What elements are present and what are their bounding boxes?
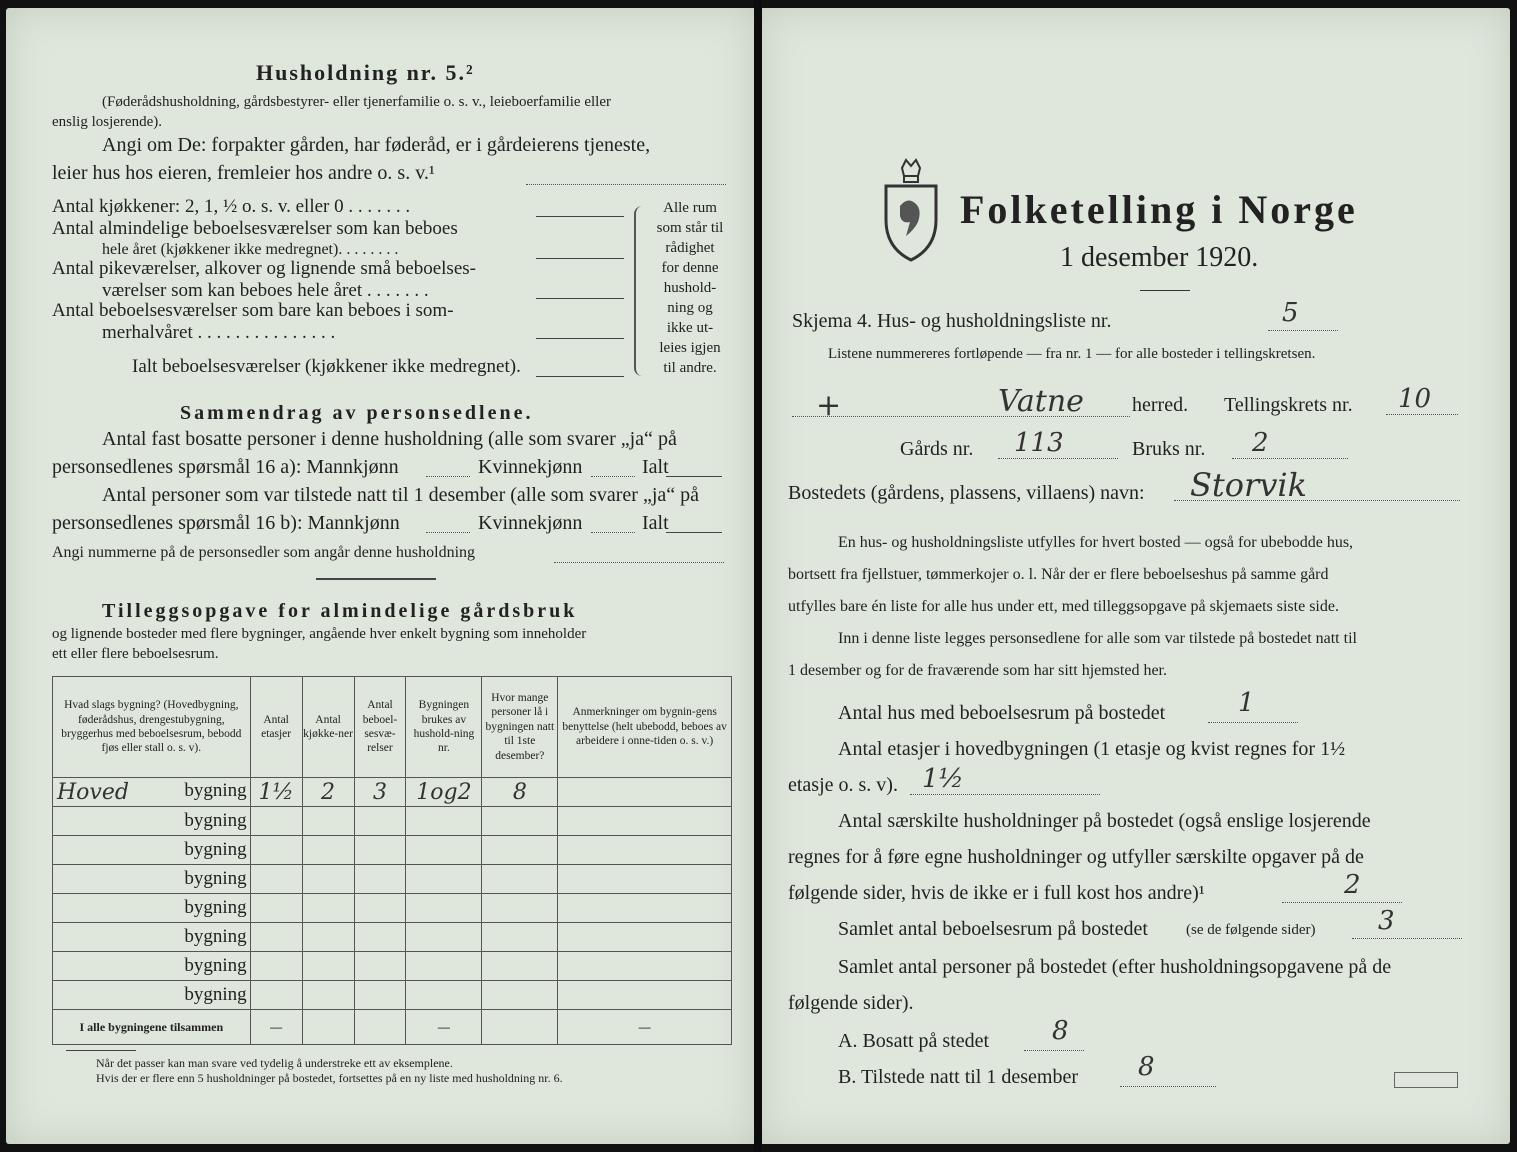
summary-title: Sammendrag av personsedlene. (180, 402, 534, 424)
header-rooms: Antal beboel-sesvæ-relser (354, 677, 406, 778)
hush-value: 2 (1344, 870, 1361, 900)
etasjer-line-2: etasje o. s. v). (788, 774, 898, 796)
herred-mark: + (816, 388, 842, 423)
rooms-summer-1: Antal beboelsesværelser som bare kan beboes i som- (52, 300, 454, 321)
hus-value: 1 (1238, 688, 1255, 718)
table-row: bygning (53, 807, 732, 836)
bosatt-value: 8 (1052, 1016, 1069, 1046)
table-row: bygning (53, 923, 732, 952)
tilstede-label: B. Tilstede natt til 1 desember (838, 1066, 1078, 1088)
cell-persons: 8 (482, 778, 558, 807)
samlet-rum-note: (se de følgende sider) (1186, 922, 1316, 938)
table-row: bygning (53, 836, 732, 865)
instructions-2a: Inn i denne liste legges personsedlene for alle som var tilstede på bostedet natt til (838, 630, 1357, 647)
rooms-ordinary-2: hele året (kjøkkener ikke medregnet). . . . . . . . (102, 241, 399, 258)
hus-label: Antal hus med beboelsesrum på bostedet (838, 702, 1166, 724)
extra-title: Tilleggsopgave for almindelige gårdsbruk (102, 600, 578, 622)
rooms-maid-1: Antal pikeværelser, alkover og lignende små beboelses- (52, 258, 476, 279)
summary-kvinne-2: Kvinnekjønn (478, 512, 583, 534)
header-floors: Antal etasjer (250, 677, 302, 778)
etasjer-line-1: Antal etasjer i hovedbygningen (1 etasje og kvist regnes for 1½ (838, 738, 1346, 760)
header-kitchens: Antal kjøkke-ner (302, 677, 354, 778)
household-note-2: enslig losjerende). (52, 114, 162, 130)
household-note-1: (Føderådshusholdning, gårdsbestyrer- eller tjenerfamilie o. s. v., leieboerfamilie eller (102, 94, 611, 110)
summary-kvinne-1: Kvinnekjønn (478, 456, 583, 478)
extra-line-2: ett eller flere beboelsesrum. (52, 646, 219, 662)
table-sum-row: I alle bygningene tilsammen — — — (53, 1010, 732, 1045)
form-title: Folketelling i Norge (960, 187, 1358, 232)
etasjer-value: 1½ (922, 764, 964, 794)
header-household: Bygningen brukes av hushold-ning nr. (406, 677, 482, 778)
table-row: bygning (53, 865, 732, 894)
gards-label: Gårds nr. (900, 438, 974, 460)
rooms-maid-2: værelser som kan beboes hele året . . . . . . . (102, 280, 429, 301)
cell-household: 1og2 (406, 778, 482, 807)
krets-label: Tellingskrets nr. (1224, 394, 1353, 416)
coat-of-arms-icon (880, 156, 942, 266)
household-title: Husholdning nr. 5.² (256, 60, 475, 85)
schema-nr: 5 (1282, 298, 1299, 328)
sum-label: I alle bygningene tilsammen (53, 1010, 251, 1045)
ask-line-1: Angi om De: forpakter gården, har føderåd, er i gårdeierens tjeneste, (102, 134, 651, 156)
samlet-rum-label: Samlet antal beboelsesrum på bostedet (838, 918, 1148, 940)
gards-nr: 113 (1014, 428, 1064, 458)
bosted-label: Bostedets (gårdens, plassens, villaens) navn: (788, 482, 1145, 504)
extra-line-1: og lignende bosteder med flere bygninger, angående hver enkelt bygning som inneholder (52, 626, 587, 642)
bosatt-label: A. Bosatt på stedet (838, 1030, 990, 1052)
header-building-type: Hvad slags bygning? (Hovedbygning, føderådshus, drengestubygning, bryggerhus med beboelsesrum, bebodd fjøs eller stall o. s. v). (53, 677, 251, 778)
header-remarks: Anmerkninger om bygnin-gens benyttelse (helt ubebodd, beboes av arbeidere i onne-tiden o. s. v.) (558, 677, 732, 778)
table-row: bygning (53, 894, 732, 923)
title-separator (1140, 290, 1190, 291)
instructions-1a: En hus- og husholdningsliste utfylles for hvert bosted — også for ubebodde hus, (838, 534, 1354, 551)
cell-kitchens: 2 (302, 778, 354, 807)
printer-stamp (1394, 1072, 1458, 1088)
krets-nr: 10 (1398, 384, 1432, 414)
numbers-line: Angi nummerne på de personsedler som angår denne husholdning (52, 544, 476, 561)
bosted-name: Storvik (1190, 466, 1308, 504)
table-row: bygning (53, 981, 732, 1010)
cell-floors: 1½ (250, 778, 302, 807)
summary-line-2a: Antal personer som var tilstede natt til 1 desember (alle som svarer „ja“ på (102, 484, 700, 506)
bruks-label: Bruks nr. (1132, 438, 1206, 460)
samlet-pers-line-1: Samlet antal personer på bostedet (efter husholdningsopgavene på de (838, 956, 1392, 978)
rooms-ordinary-1: Antal almindelige beboelsesværelser som kan beboes (52, 218, 458, 239)
footnote-1: Når det passer kan man svare ved tydelig å understreke ett av eksemplene. (96, 1056, 453, 1070)
bruks-nr: 2 (1252, 428, 1269, 458)
cell-type: Hoved (57, 779, 129, 805)
side-note: Alle rum som står til rådighet for denne hushold- ning og ikke ut- leies igjen til andre. (656, 200, 724, 376)
instructions-1b: bortsett fra fjellstuer, tømmerkojer o. l. Når der er flere beboelseshus på samme gård (788, 566, 1329, 583)
building-table (52, 676, 732, 1045)
hush-line-2: regnes for å føre egne husholdninger og utfyller særskilte opgaver på de (788, 846, 1364, 868)
hush-line-3: følgende sider, hvis de ikke er i full kost hos andre)¹ (788, 882, 1205, 904)
numbering-note: Listene nummereres fortløpende — fra nr. 1 — for alle bosteder i tellingskretsen. (828, 346, 1316, 362)
samlet-pers-line-2: følgende sider). (788, 992, 914, 1014)
table-header-row (53, 677, 732, 778)
summary-ialt-2: Ialt (642, 512, 669, 534)
samlet-rum-value: 3 (1378, 906, 1395, 936)
instructions-2b: 1 desember og for de fraværende som har sitt hjemsted her. (788, 662, 1167, 679)
rooms-total: Ialt beboelsesværelser (kjøkkener ikke medregnet). (132, 356, 521, 377)
summary-line-1b: personsedlenes spørsmål 16 a): Mannkjønn (52, 456, 399, 478)
cell-rooms: 3 (354, 778, 406, 807)
footnote-2: Hvis der er flere enn 5 husholdninger på bostedet, fortsettes på en ny liste med husholdning nr. 6. (96, 1071, 563, 1085)
herred-label: herred. (1132, 394, 1189, 416)
herred-name: Vatne (998, 384, 1084, 419)
summary-line-1a: Antal fast bosatte personer i denne husholdning (alle som svarer „ja“ på (102, 428, 677, 450)
instructions-1c: utfylles bare én liste for alle hus under ett, med tilleggsopgave på skjemaets siste side. (788, 598, 1339, 615)
table-row: Hoved bygning 1½ 2 3 1og2 8 (53, 778, 732, 807)
hush-line-1: Antal særskilte husholdninger på bostedet (også enslige losjerende (838, 810, 1371, 832)
left-page (6, 8, 754, 1144)
schema-label: Skjema 4. Hus- og husholdningsliste nr. (792, 310, 1112, 332)
tilstede-value: 8 (1138, 1052, 1155, 1082)
page-fold (754, 0, 762, 1152)
right-page (762, 8, 1510, 1144)
cell-remarks (558, 778, 732, 807)
summary-ialt-1: Ialt (642, 456, 669, 478)
header-persons: Hvor mange personer lå i bygningen natt til 1ste desember? (482, 677, 558, 778)
table-row: bygning (53, 952, 732, 981)
summary-line-2b: personsedlenes spørsmål 16 b): Mannkjønn (52, 512, 400, 534)
form-date: 1 desember 1920. (1060, 242, 1259, 273)
rooms-kitchens: Antal kjøkkener: 2, 1, ½ o. s. v. eller 0 . . . . . . . (52, 196, 411, 217)
brace-mark (634, 206, 650, 376)
rooms-summer-2: merhalvåret . . . . . . . . . . . . . . . (102, 322, 336, 343)
ask-line-2: leier hus hos eieren, fremleier hos andre o. s. v.¹ (52, 162, 435, 184)
